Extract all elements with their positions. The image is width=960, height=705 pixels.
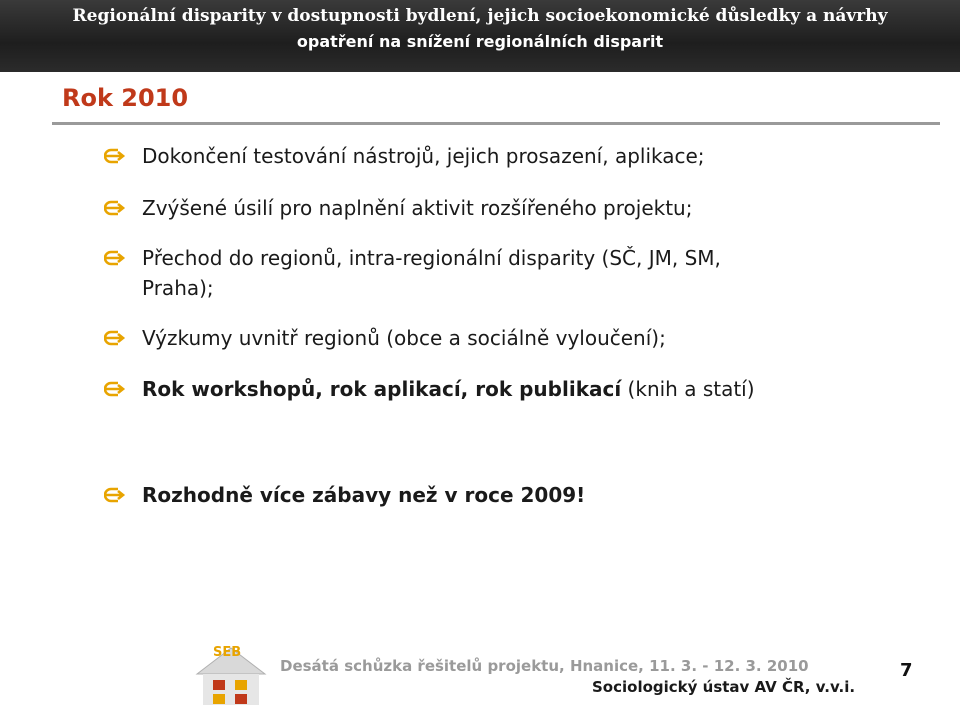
bullet-item — [104, 374, 924, 404]
page-number: 7 — [900, 660, 913, 681]
bullet-text-bold: Rozhodně více zábavy než v roce 2009! — [142, 483, 586, 507]
bullet-arrow-icon — [104, 487, 126, 503]
bullet-text-bold: Rok workshopů, rok aplikací, rok publikací — [142, 377, 622, 401]
bullet-item — [104, 193, 924, 223]
slide-header — [0, 0, 960, 72]
footer-meeting-info: Desátá schůzka řešitelů projektu, Hnanice, 11. 3. - 12. 3. 2010 — [280, 657, 809, 675]
bullet-text — [142, 374, 924, 404]
bullet-arrow-icon — [104, 148, 126, 164]
footer-institution: Sociologický ústav AV ČR, v.v.i. — [592, 678, 856, 696]
section-title: Rok 2010 — [62, 84, 189, 112]
header-title-line1: Regionální disparity v dostupnosti bydlení, jejich socioekonomické důsledky a návrhy — [72, 6, 888, 26]
bullet-text: Dokončení testování nástrojů, jejich prosazení, aplikace; — [142, 144, 705, 168]
bullet-arrow-icon — [104, 330, 126, 346]
bullet-item — [104, 323, 924, 353]
bullet-arrow-icon — [104, 250, 126, 266]
header-title-line2: opatření na snížení regionálních disparit — [296, 32, 664, 51]
bullet-item — [104, 243, 924, 303]
bullet-text-regular: (knih a statí) — [621, 377, 755, 401]
bullet-text: Přechod do regionů, intra-regionální disparity (SČ, JM, SM, — [142, 246, 721, 270]
bullet-arrow-icon — [104, 381, 126, 397]
bullet-arrow-icon — [104, 200, 126, 216]
title-divider — [52, 122, 940, 125]
bullet-item — [104, 480, 924, 510]
bullet-text-continued: Praha); — [142, 276, 214, 300]
bullet-item — [104, 141, 924, 171]
bullet-text: Výzkumy uvnitř regionů (obce a sociálně vyloučení); — [142, 326, 666, 350]
seb-logo-icon — [193, 634, 269, 705]
bullet-text: Zvýšené úsilí pro naplnění aktivit rozšířeného projektu; — [142, 196, 693, 220]
logo-text: SEB — [213, 645, 242, 660]
